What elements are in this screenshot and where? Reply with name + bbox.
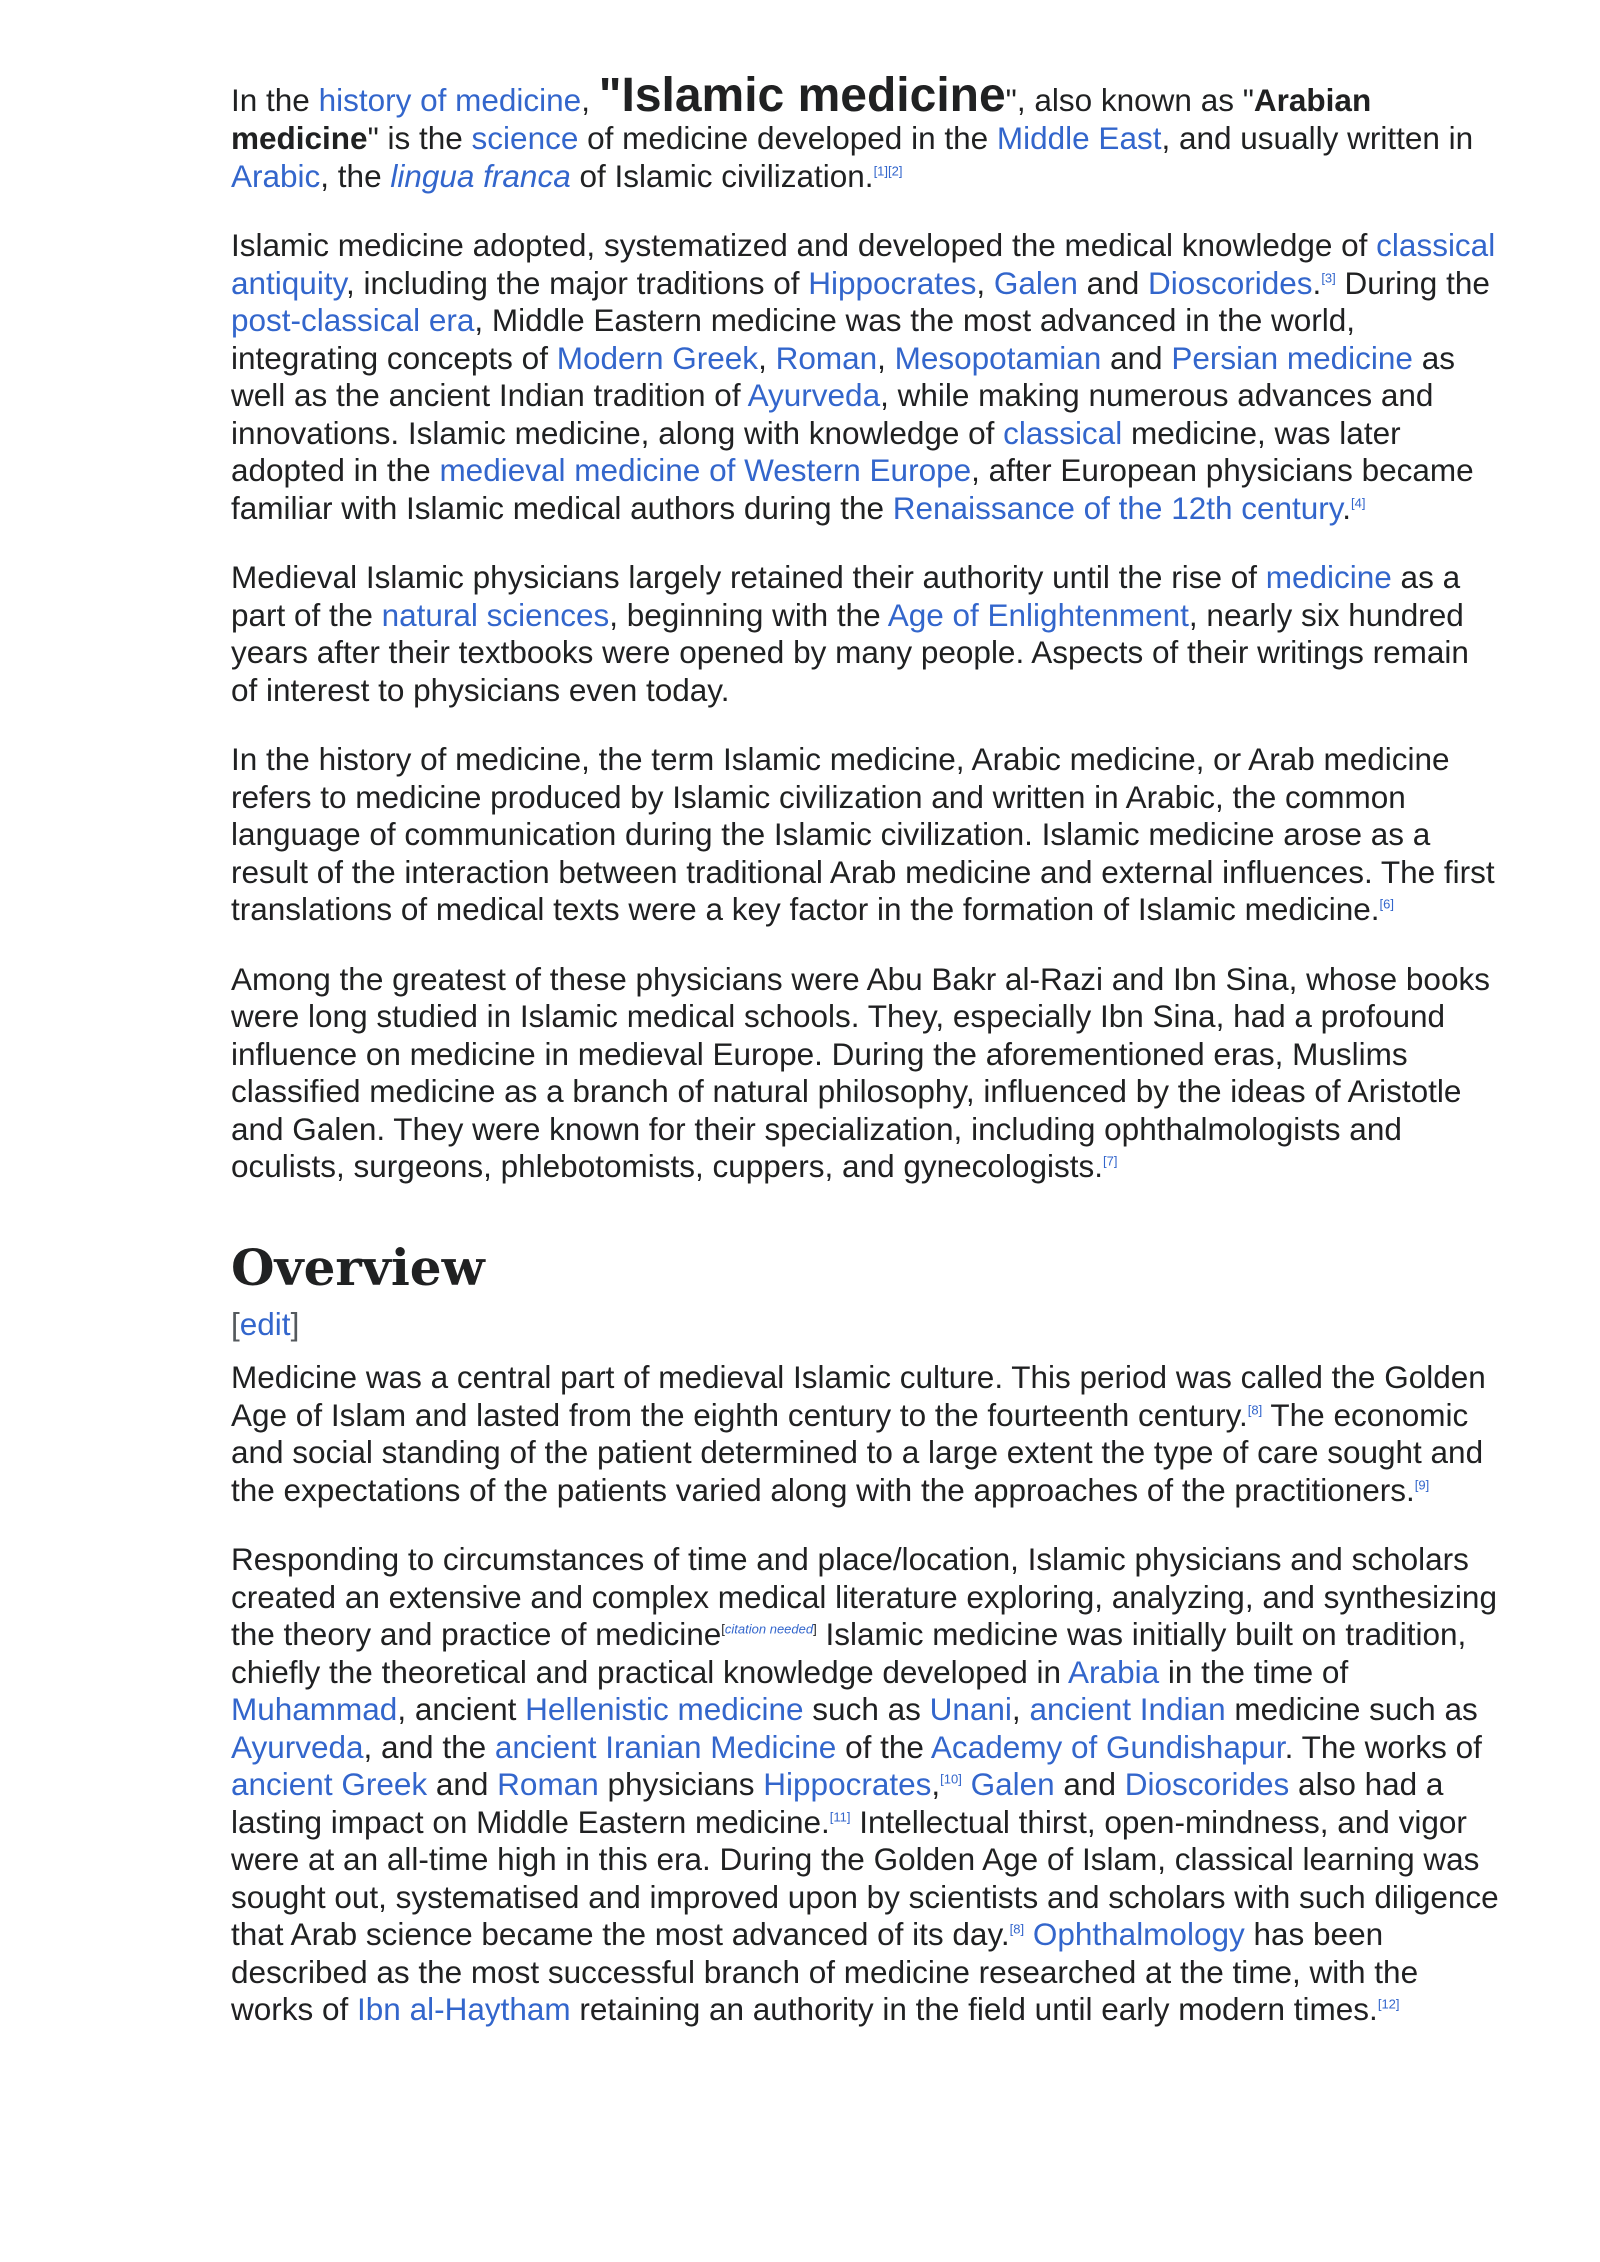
text: and: [427, 1766, 498, 1802]
section-heading-overview: Overview: [231, 1237, 485, 1297]
text: , and usually written in: [1161, 120, 1474, 156]
text: of medicine developed in the: [578, 120, 997, 156]
text: During the: [1335, 264, 1490, 301]
text: ,: [877, 339, 895, 376]
paragraph-traditions: [231, 227, 1501, 527]
link-arabia[interactable]: Arabia: [1068, 1653, 1160, 1690]
link-ayurveda-2[interactable]: Ayurveda: [231, 1728, 364, 1765]
citation-ref-11[interactable]: [830, 1809, 851, 1824]
citation-ref-8[interactable]: [1248, 1402, 1262, 1417]
paragraph-physicians: [231, 961, 1501, 1186]
text: has been described as the most successful branch of medicine researched at the time, with the works of: [231, 1916, 1419, 2027]
text: Medieval Islamic physicians largely retained their authority until the rise of: [231, 559, 1266, 595]
text: , Middle Eastern medicine was the most advanced in the world, integrating concepts of: [231, 302, 1356, 376]
text: Islamic medicine was initially built on tradition, chiefly the theoretical and practical knowledge developed in: [231, 1616, 1467, 1690]
edit-section-link[interactable]: edit: [239, 1305, 291, 1342]
text: as well as the ancient Indian tradition of: [231, 339, 1455, 413]
link-medicine[interactable]: medicine: [1265, 559, 1392, 595]
link-history-of-medicine[interactable]: history of medicine: [318, 82, 582, 118]
citation-ref-10[interactable]: [940, 1772, 962, 1787]
edit-bracket: ]: [290, 1305, 300, 1342]
text: [1024, 1916, 1033, 1952]
link-academy-of-gundishapur[interactable]: Academy of Gundishapur: [930, 1728, 1285, 1765]
citation-ref-3[interactable]: [1321, 270, 1335, 285]
paragraph-term-definition: [231, 741, 1501, 929]
text: , beginning with the: [609, 596, 888, 633]
link-arabic[interactable]: Arabic: [231, 157, 321, 194]
text: In the history of medicine, the term Islamic medicine, Arabic medicine, or Arab medicine refers to medicine produced by Islamic civilization and written in Arabic, the common language of communication during the Islamic civilization. Islamic medicine arose as a result of the interaction between traditional Arab medicine and external influences. The first translations of medical texts were a key factor in the formation of Islamic medicine.: [231, 741, 1495, 927]
citation-link[interactable]: [9]: [1414, 1477, 1430, 1492]
article-subject-term: "Islamic medicine: [598, 69, 1006, 122]
citation-link[interactable]: [4]: [1350, 495, 1366, 510]
link-ancient-iranian-medicine[interactable]: ancient Iranian Medicine: [494, 1728, 837, 1765]
edit-section: [231, 1306, 1501, 1344]
link-post-classical-era[interactable]: post-classical era: [231, 302, 475, 338]
text: Among the greatest of these physicians were Abu Bakr al-Razi and Ibn Sina, whose books were long studied in Islamic medical schools. They, especially Ibn Sina, had a profound influence on medicine in medieval Europe. During the aforementioned eras, Muslims classified medicine as a branch of natural philosophy, influenced by the ideas of Aristotle and Galen. They were known for their specialization, including ophthalmologists and oculists, surgeons, phlebotomists, cuppers, and gynecologists.: [231, 960, 1490, 1184]
text: .: [1342, 489, 1351, 526]
text: " is the: [367, 120, 472, 156]
text: and: [1054, 1766, 1125, 1802]
link-galen[interactable]: Galen: [993, 264, 1078, 301]
cn-bracket: ]: [813, 1621, 817, 1637]
link-hippocrates-2[interactable]: Hippocrates: [763, 1766, 932, 1802]
citation-ref-2[interactable]: [888, 163, 902, 178]
link-roman-2[interactable]: Roman: [497, 1766, 599, 1802]
citation-needed[interactable]: [721, 1622, 816, 1637]
text: ,: [1011, 1691, 1030, 1727]
link-science[interactable]: science: [471, 120, 579, 156]
link-middle-east[interactable]: Middle East: [996, 120, 1162, 156]
text: ,: [758, 339, 776, 376]
text: medicine such as: [1225, 1691, 1478, 1727]
citation-link[interactable]: [2]: [888, 163, 903, 178]
article-body: [231, 69, 1501, 2061]
text: and: [1101, 339, 1172, 376]
link-muhammad[interactable]: Muhammad: [231, 1691, 398, 1727]
link-galen-2[interactable]: Galen: [970, 1766, 1055, 1802]
text: in the time of: [1159, 1653, 1349, 1690]
text: In the: [231, 82, 319, 118]
text: , including the major traditions of: [346, 264, 809, 301]
text: retaining an authority in the field until early modern times.: [570, 1991, 1378, 2027]
link-classical-antiquity[interactable]: classical antiquity: [231, 227, 1496, 301]
link-ancient-greek[interactable]: ancient Greek: [231, 1766, 428, 1802]
link-ancient-indian[interactable]: ancient Indian: [1029, 1691, 1226, 1727]
citation-ref-9[interactable]: [1415, 1477, 1429, 1492]
text: ", also known as ": [1005, 82, 1254, 118]
text: Medicine was a central part of medieval Islamic culture. This period was called the Golden Age of Islam and lasted from the eighth century to the fourteenth century.: [231, 1359, 1486, 1433]
text: , while making numerous advances and innovations. Islamic medicine, along with knowledge of: [231, 377, 1434, 451]
citation-ref-4[interactable]: [1351, 495, 1365, 510]
text: of Islamic civilization.: [570, 157, 874, 194]
text: . The works of: [1284, 1728, 1482, 1765]
citation-link[interactable]: [6]: [1379, 896, 1394, 912]
citation-needed-link[interactable]: [725, 1622, 813, 1637]
citation-link[interactable]: [8]: [1009, 1921, 1025, 1937]
text: as a part of the: [231, 559, 1461, 633]
link-lingua-franca-label: lingua franca: [390, 157, 571, 194]
link-age-of-enlightenment[interactable]: Age of Enlightenment: [887, 596, 1189, 633]
intro-paragraph: [231, 69, 1501, 195]
text: , after European physicians became familiar with Islamic medical authors during the: [231, 452, 1474, 526]
link-ophthalmology[interactable]: Ophthalmology: [1032, 1916, 1245, 1952]
link-dioscorides[interactable]: Dioscorides: [1147, 264, 1313, 301]
text: such as: [803, 1691, 930, 1727]
text: , and the: [363, 1728, 495, 1765]
citation-ref-8b[interactable]: [1010, 1922, 1024, 1937]
link-roman[interactable]: Roman: [775, 339, 878, 376]
link-dioscorides-2[interactable]: Dioscorides: [1124, 1766, 1290, 1802]
paragraph-literature: [231, 1541, 1501, 2029]
text: [962, 1766, 971, 1802]
paragraph-authority: [231, 559, 1501, 709]
citation-ref-1[interactable]: [874, 163, 888, 178]
text: ,: [581, 82, 599, 118]
link-unani[interactable]: Unani: [929, 1691, 1012, 1727]
citation-link[interactable]: [11]: [829, 1809, 851, 1824]
alt-name-bold: Arabian medicine: [231, 82, 1372, 156]
cn-bracket: [: [721, 1621, 725, 1637]
citation-link[interactable]: [12]: [1377, 1996, 1400, 2012]
citation-ref-6[interactable]: [1380, 897, 1394, 912]
text: Responding to circumstances of time and place/location, Islamic physicians and scholars created an extensive and complex medical literature exploring, analyzing, and synthesizing the theory and practice of medicine: [231, 1541, 1497, 1652]
text: physicians: [598, 1766, 764, 1802]
link-renaissance-12th-century[interactable]: Renaissance of the 12th century: [892, 489, 1343, 526]
link-hellenistic-medicine[interactable]: Hellenistic medicine: [525, 1691, 804, 1727]
text: medicine, was later adopted in the: [231, 414, 1401, 488]
link-classical[interactable]: classical: [1003, 414, 1123, 451]
citation-link[interactable]: [3]: [1321, 270, 1336, 285]
link-hippocrates[interactable]: Hippocrates: [808, 264, 977, 301]
link-lingua-franca[interactable]: [390, 158, 570, 194]
text: Intellectual thirst, open-mindness, and vigor were at an all-time high in this era. During the Golden Age of Islam, classical learning was sought out, systematised and improved upon by scientists and scholars with such diligence that Arab science became the most advanced of its day.: [231, 1803, 1499, 1952]
text: of the: [836, 1728, 931, 1765]
citation-link[interactable]: [8]: [1247, 1402, 1263, 1417]
link-mesopotamian[interactable]: Mesopotamian: [894, 339, 1102, 376]
text: , ancient: [397, 1691, 526, 1727]
link-persian-medicine[interactable]: Persian medicine: [1171, 339, 1413, 376]
text: , the: [320, 157, 391, 194]
link-modern-greek[interactable]: Modern Greek: [556, 339, 759, 376]
text: .: [1312, 264, 1322, 301]
citation-link[interactable]: [10]: [940, 1771, 962, 1787]
link-natural-sciences[interactable]: natural sciences: [381, 596, 610, 633]
text: ,: [931, 1766, 941, 1802]
citation-needed-label: citation needed: [724, 1621, 814, 1637]
paragraph-golden-age: [231, 1359, 1501, 1509]
link-ibn-al-haytham[interactable]: Ibn al-Haytham: [357, 1991, 571, 2027]
citation-ref-12[interactable]: [1378, 1997, 1400, 2012]
citation-link[interactable]: [7]: [1102, 1153, 1118, 1169]
text: , nearly six hundred years after their textbooks were opened by many people. Aspects of their writings remain of interest to physicians even today.: [231, 596, 1469, 708]
citation-ref-7[interactable]: [1103, 1154, 1117, 1169]
edit-bracket: [: [231, 1305, 240, 1342]
link-ayurveda[interactable]: Ayurveda: [747, 377, 881, 413]
link-medieval-medicine-western-europe[interactable]: medieval medicine of Western Europe: [439, 452, 972, 488]
citation-link[interactable]: [1]: [873, 163, 889, 178]
text: The economic and social standing of the patient determined to a large extent the type of care sought and the expectations of the patients varied along with the approaches of the practitioners.: [231, 1396, 1484, 1508]
text: ,: [976, 264, 994, 301]
text: and: [1077, 264, 1148, 301]
text: also had a lasting impact on Middle Eastern medicine.: [231, 1766, 1444, 1840]
text: Islamic medicine adopted, systematized and developed the medical knowledge of: [231, 227, 1377, 263]
